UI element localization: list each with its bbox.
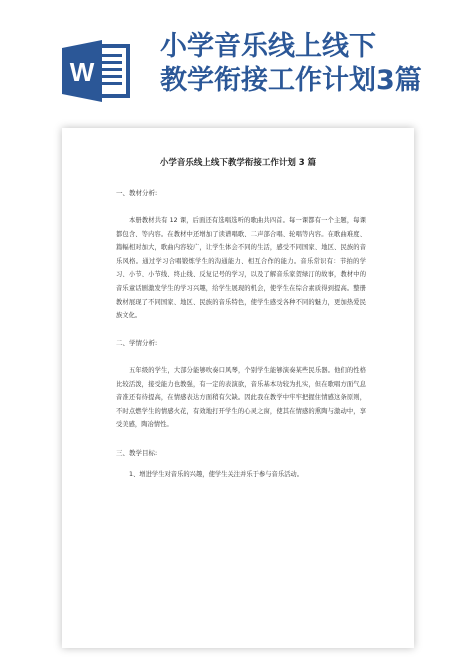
section-paragraph-students: 五年级的学生，大部分能够吹奏口风琴，个别学生能够演奏某些民乐器。他们的性格比较活泼，接受能力也教强，有一定的表演欲，音乐基本功较为扎实，但在歌唱方面气息音准还有待提高，在情感表达方面稍有欠缺。因此我在教学中牢牢把握住情感这条原则，不时点燃学生的情感火花，有效地打开学生的心灵之窗，使其在情感的熏陶与激动中，享受美感，陶冶情性。: [116, 367, 366, 429]
document-page: [62, 128, 414, 648]
section-heading-students: 二、学情分析:: [116, 339, 158, 347]
header-banner: [0, 0, 474, 118]
banner-title-line-1: 小学音乐线上线下: [160, 31, 376, 62]
logo-letter: W: [69, 57, 95, 87]
banner-title-line-2: 教学衔接工作计划3篇: [160, 65, 422, 96]
section-paragraph-goals: 1、增进学生对音乐的兴趣，使学生关注并乐于参与音乐活动。: [129, 471, 304, 478]
banner-title: [160, 30, 460, 98]
section-paragraph-textbook: 本册教材共有 12 课，后面还有选唱选听的歌曲共四首。每一课都有一个主题，每课都包含、等内容。在教材中还增加了读谱唱歌、二声部合唱、轮唱等内容。在歌曲难度、篇幅相对加大，歌曲内容较广，让学生体会不同的生活，感受不同国家、地区、民族的音乐风格。通过学习合唱锻炼学生的沟通能力、相互合作的能力。音乐常识有：节拍的学习、小节、小节线、终止线、反复记号的学习，以及了解音乐家贺绿汀的故事，教材中的音乐童话剧激发学生的学习兴趣，给学生展现的机会，使学生在综合素质得到提高。整册教材展现了不同国家、地区、民族的音乐特色，使学生感受各种不同的魅力，更加热爱民族文化。: [116, 217, 366, 320]
section-heading-goals: 三、教学目标:: [116, 449, 158, 457]
document-title: 小学音乐线上线下教学衔接工作计划 3 篇: [159, 158, 317, 168]
section-heading-textbook: 一、教材分析:: [116, 189, 158, 197]
word-document-icon: [62, 40, 132, 102]
